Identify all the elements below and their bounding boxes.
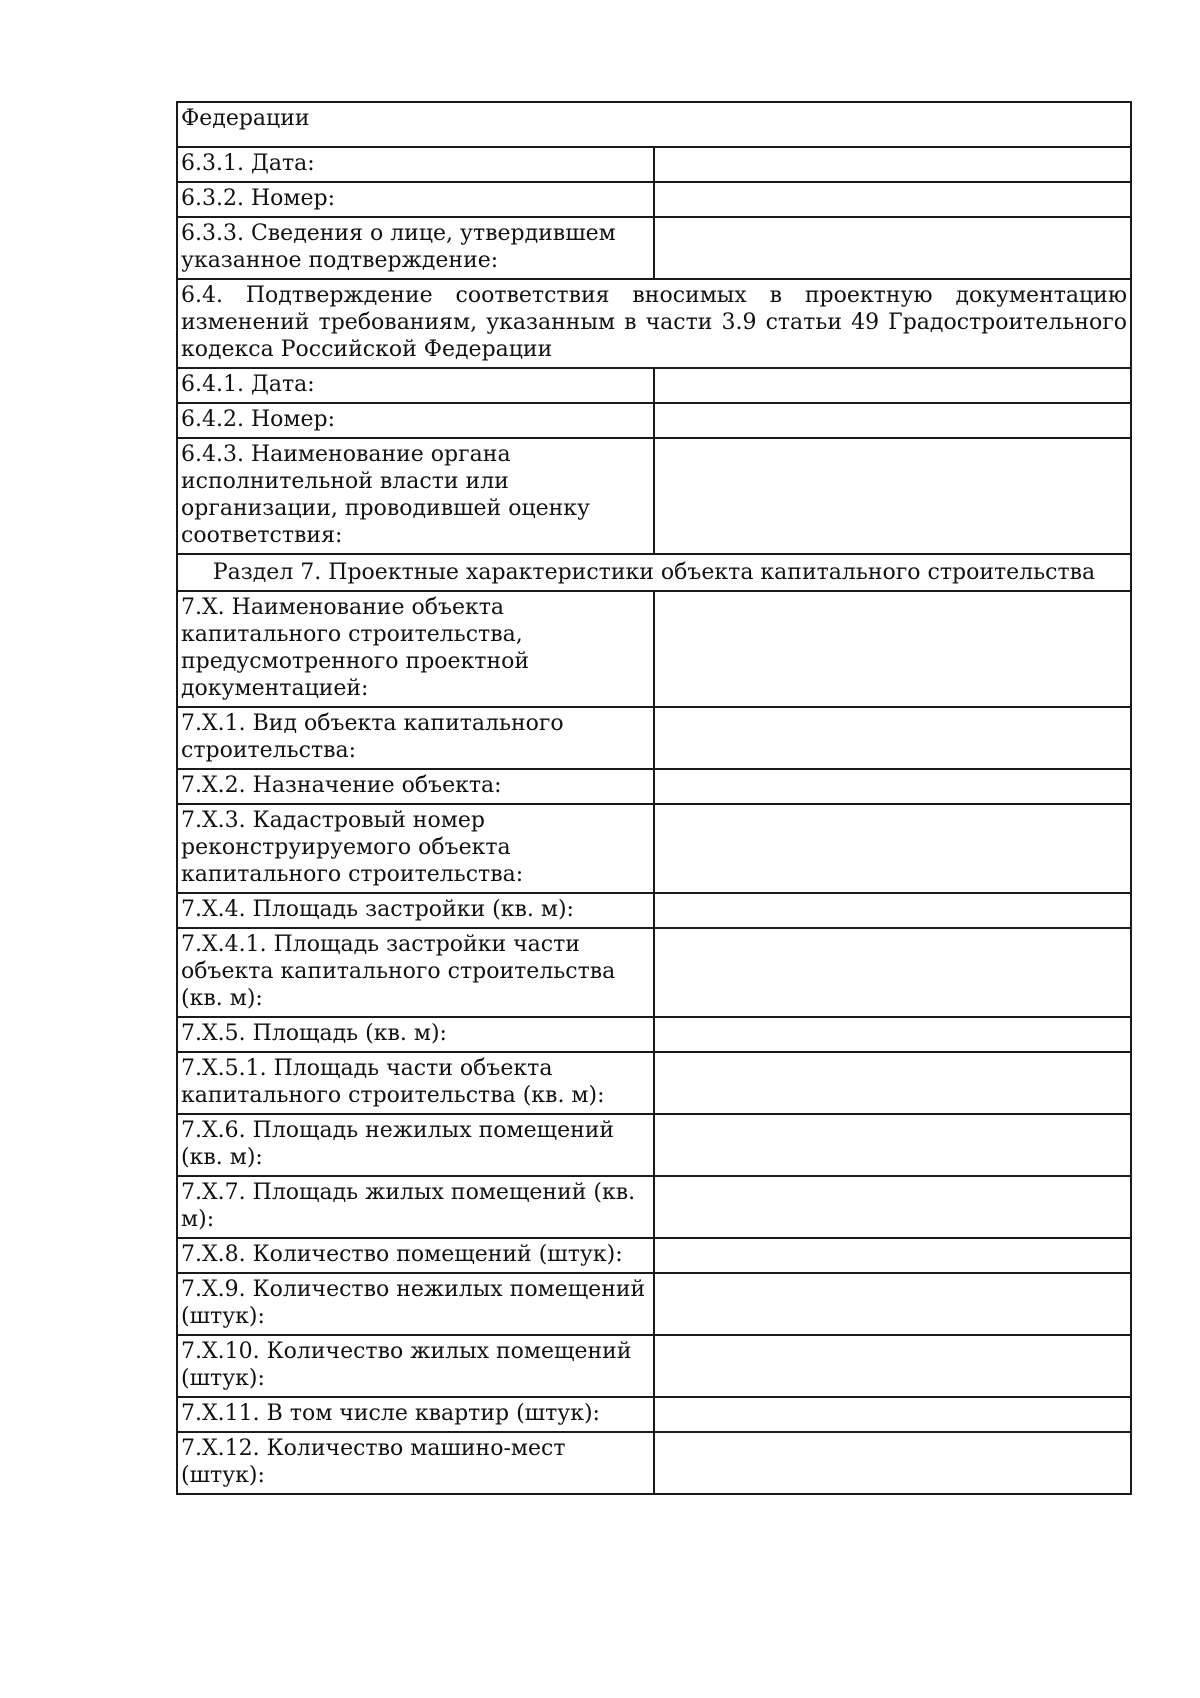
table-row (177, 102, 1131, 147)
field-value-6-4-3 (654, 438, 1131, 554)
field-value-7-x-3 (654, 804, 1131, 893)
table-row (177, 591, 1131, 707)
field-label-6-3-3: 6.3.3. Сведения о лице, утвердившем указанное подтверждение: (177, 217, 654, 279)
field-value-7-x-7 (654, 1176, 1131, 1238)
field-label-7-x-3: 7.X.3. Кадастровый номер реконструируемого объекта капитального строительства: (177, 804, 654, 893)
table-row (177, 554, 1131, 591)
table-row (177, 438, 1131, 554)
field-value-7-x-11 (654, 1397, 1131, 1432)
table-row (177, 279, 1131, 368)
field-label-6-4-2: 6.4.2. Номер: (177, 403, 654, 438)
row-6-4-heading: 6.4. Подтверждение соответствия вносимых в проектную документацию изменений требованиям, указанным в части 3.9 статьи 49 Градостроительного кодекса Российской Федерации (177, 279, 1131, 368)
field-value-7-x-10 (654, 1335, 1131, 1397)
field-value-6-3-3 (654, 217, 1131, 279)
table-row (177, 1335, 1131, 1397)
field-label-7-x-11: 7.X.11. В том числе квартир (штук): (177, 1397, 654, 1432)
field-label-7-x-12: 7.X.12. Количество машино-мест (штук): (177, 1432, 654, 1494)
field-value-7-x-12 (654, 1432, 1131, 1494)
field-value-7-x-4-1 (654, 928, 1131, 1017)
field-label-7-x-2: 7.X.2. Назначение объекта: (177, 769, 654, 804)
table-row (177, 1273, 1131, 1335)
field-label-6-3-1: 6.3.1. Дата: (177, 147, 654, 182)
table-row (177, 707, 1131, 769)
table-row (177, 1432, 1131, 1494)
field-value-7-x-1 (654, 707, 1131, 769)
field-label-6-4-1: 6.4.1. Дата: (177, 368, 654, 403)
table-row (177, 1052, 1131, 1114)
field-value-7-x-4 (654, 893, 1131, 928)
field-value-6-3-1 (654, 147, 1131, 182)
table-row (177, 1114, 1131, 1176)
field-label-7-x-5: 7.X.5. Площадь (кв. м): (177, 1017, 654, 1052)
field-value-6-4-2 (654, 403, 1131, 438)
field-value-7-x (654, 591, 1131, 707)
field-label-6-4-3: 6.4.3. Наименование органа исполнительной власти или организации, проводившей оценку соответствия: (177, 438, 654, 554)
field-value-7-x-2 (654, 769, 1131, 804)
field-label-7-x-1: 7.X.1. Вид объекта капитального строительства: (177, 707, 654, 769)
field-label-7-x-4-1: 7.X.4.1. Площадь застройки части объекта капитального строительства (кв. м): (177, 928, 654, 1017)
table-row (177, 147, 1131, 182)
table-row (177, 804, 1131, 893)
row-federation-continued: Федерации (177, 102, 1131, 147)
field-label-7-x: 7.X. Наименование объекта капитального строительства, предусмотренного проектной документацией: (177, 591, 654, 707)
field-value-7-x-5 (654, 1017, 1131, 1052)
field-value-7-x-9 (654, 1273, 1131, 1335)
field-label-7-x-6: 7.X.6. Площадь нежилых помещений (кв. м): (177, 1114, 654, 1176)
form-table (176, 101, 1132, 1495)
table-row (177, 368, 1131, 403)
table-row (177, 1238, 1131, 1273)
field-value-6-4-1 (654, 368, 1131, 403)
table-row (177, 403, 1131, 438)
field-label-7-x-8: 7.X.8. Количество помещений (штук): (177, 1238, 654, 1273)
table-row (177, 893, 1131, 928)
field-value-7-x-6 (654, 1114, 1131, 1176)
field-label-7-x-5-1: 7.X.5.1. Площадь части объекта капитального строительства (кв. м): (177, 1052, 654, 1114)
table-row (177, 1017, 1131, 1052)
field-value-7-x-8 (654, 1238, 1131, 1273)
field-label-7-x-7: 7.X.7. Площадь жилых помещений (кв. м): (177, 1176, 654, 1238)
table-row (177, 769, 1131, 804)
table-row (177, 217, 1131, 279)
field-value-6-3-2 (654, 182, 1131, 217)
section-7-heading: Раздел 7. Проектные характеристики объекта капитального строительства (177, 554, 1131, 591)
field-label-6-3-2: 6.3.2. Номер: (177, 182, 654, 217)
table-row (177, 182, 1131, 217)
field-label-7-x-9: 7.X.9. Количество нежилых помещений (штук): (177, 1273, 654, 1335)
table-row (177, 928, 1131, 1017)
table-row (177, 1176, 1131, 1238)
field-label-7-x-4: 7.X.4. Площадь застройки (кв. м): (177, 893, 654, 928)
field-label-7-x-10: 7.X.10. Количество жилых помещений (штук): (177, 1335, 654, 1397)
table-row (177, 1397, 1131, 1432)
field-value-7-x-5-1 (654, 1052, 1131, 1114)
